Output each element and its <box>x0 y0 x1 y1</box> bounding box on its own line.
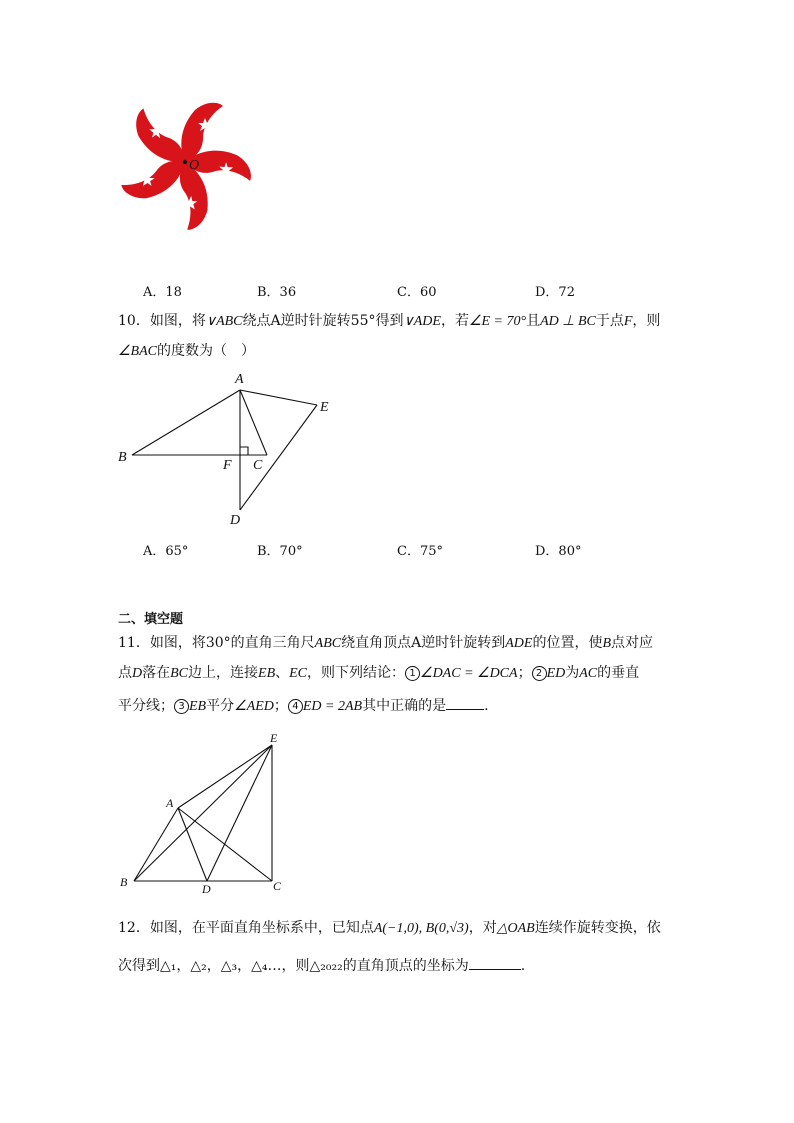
q10-line-1: 10．如图，将∨ABC绕点A逆时针旋转55°得到∨ADE，若∠E = 70°且AD ⊥ BC于点F，则 <box>118 313 661 329</box>
q10-label-A: A <box>235 372 244 387</box>
q12-line-2: 次得到△₁，△₂，△₃，△₄…，则△₂₀₂₂的直角顶点的坐标为 . <box>118 955 525 976</box>
q10-option-b[interactable]: B．70° <box>257 544 303 559</box>
center-label-O: O <box>189 158 200 173</box>
q11-label-B: B <box>120 875 128 889</box>
q10-right-angle-mark <box>240 447 248 455</box>
q11-segment-DE <box>207 745 272 881</box>
conclusion-4-marker: 4 <box>288 699 303 714</box>
q10-segment-AC <box>240 390 267 455</box>
q10-segment-AE <box>240 390 317 405</box>
q10-label-D: D <box>230 513 241 528</box>
q10-triangle-figure <box>112 365 342 530</box>
q12-answer-blank[interactable] <box>469 955 521 970</box>
q9-option-c[interactable]: C．60 <box>397 285 437 300</box>
q11-line-1: 11．如图，将30°的直角三角尺ABC绕直角顶点A逆时针旋转到ADE的位置，使B点对应 <box>118 635 654 651</box>
q9-option-b[interactable]: B．36 <box>257 285 297 300</box>
q10-label-E: E <box>320 400 329 415</box>
q11-answer-blank[interactable] <box>446 695 484 710</box>
q12-line-1: 12．如图，在平面直角坐标系中，已知点A(−1,0), B(0,√3)，对△OAB连续作旋转变换，依 <box>118 920 661 936</box>
q11-label-D: D <box>202 882 211 893</box>
bauhinia-flower-figure <box>112 96 272 246</box>
q11-segment-EB <box>134 745 272 881</box>
q11-segment-AE <box>178 745 272 808</box>
q9-option-d[interactable]: D．72 <box>535 285 575 300</box>
q9-option-a[interactable]: A．18 <box>143 285 182 300</box>
q11-label-E: E <box>270 731 278 745</box>
q11-line-2: 点D落在BC边上，连接EB、EC，则下列结论： 1 ∠DAC = ∠DCA； 2 ED为AC的垂直 <box>118 665 640 681</box>
section-title-fill-blank: 二、填空题 <box>118 612 184 627</box>
q10-option-a[interactable]: A．65° <box>143 544 189 559</box>
q11-label-A: A <box>166 796 174 810</box>
q10-option-d[interactable]: D．80° <box>535 544 582 559</box>
conclusion-3-marker: 3 <box>174 699 189 714</box>
q11-label-C: C <box>273 879 282 893</box>
conclusion-1-marker: 1 <box>405 666 420 681</box>
q11-triangle-figure <box>112 728 292 893</box>
q11-line-3: 平分线； 3 EB平分∠AED； 4 ED = 2AB其中正确的是 . <box>118 695 489 717</box>
q10-segment-DE <box>240 405 317 510</box>
conclusion-2-marker: 2 <box>532 666 547 681</box>
q10-option-c[interactable]: C．75° <box>397 544 443 559</box>
q10-label-F: F <box>223 458 232 473</box>
q10-label-B: B <box>118 450 127 465</box>
center-dot <box>183 160 187 164</box>
q10-line-2: ∠BAC的度数为（ ） <box>118 343 255 359</box>
q10-segment-AB <box>132 390 240 455</box>
q10-label-C: C <box>253 458 263 473</box>
